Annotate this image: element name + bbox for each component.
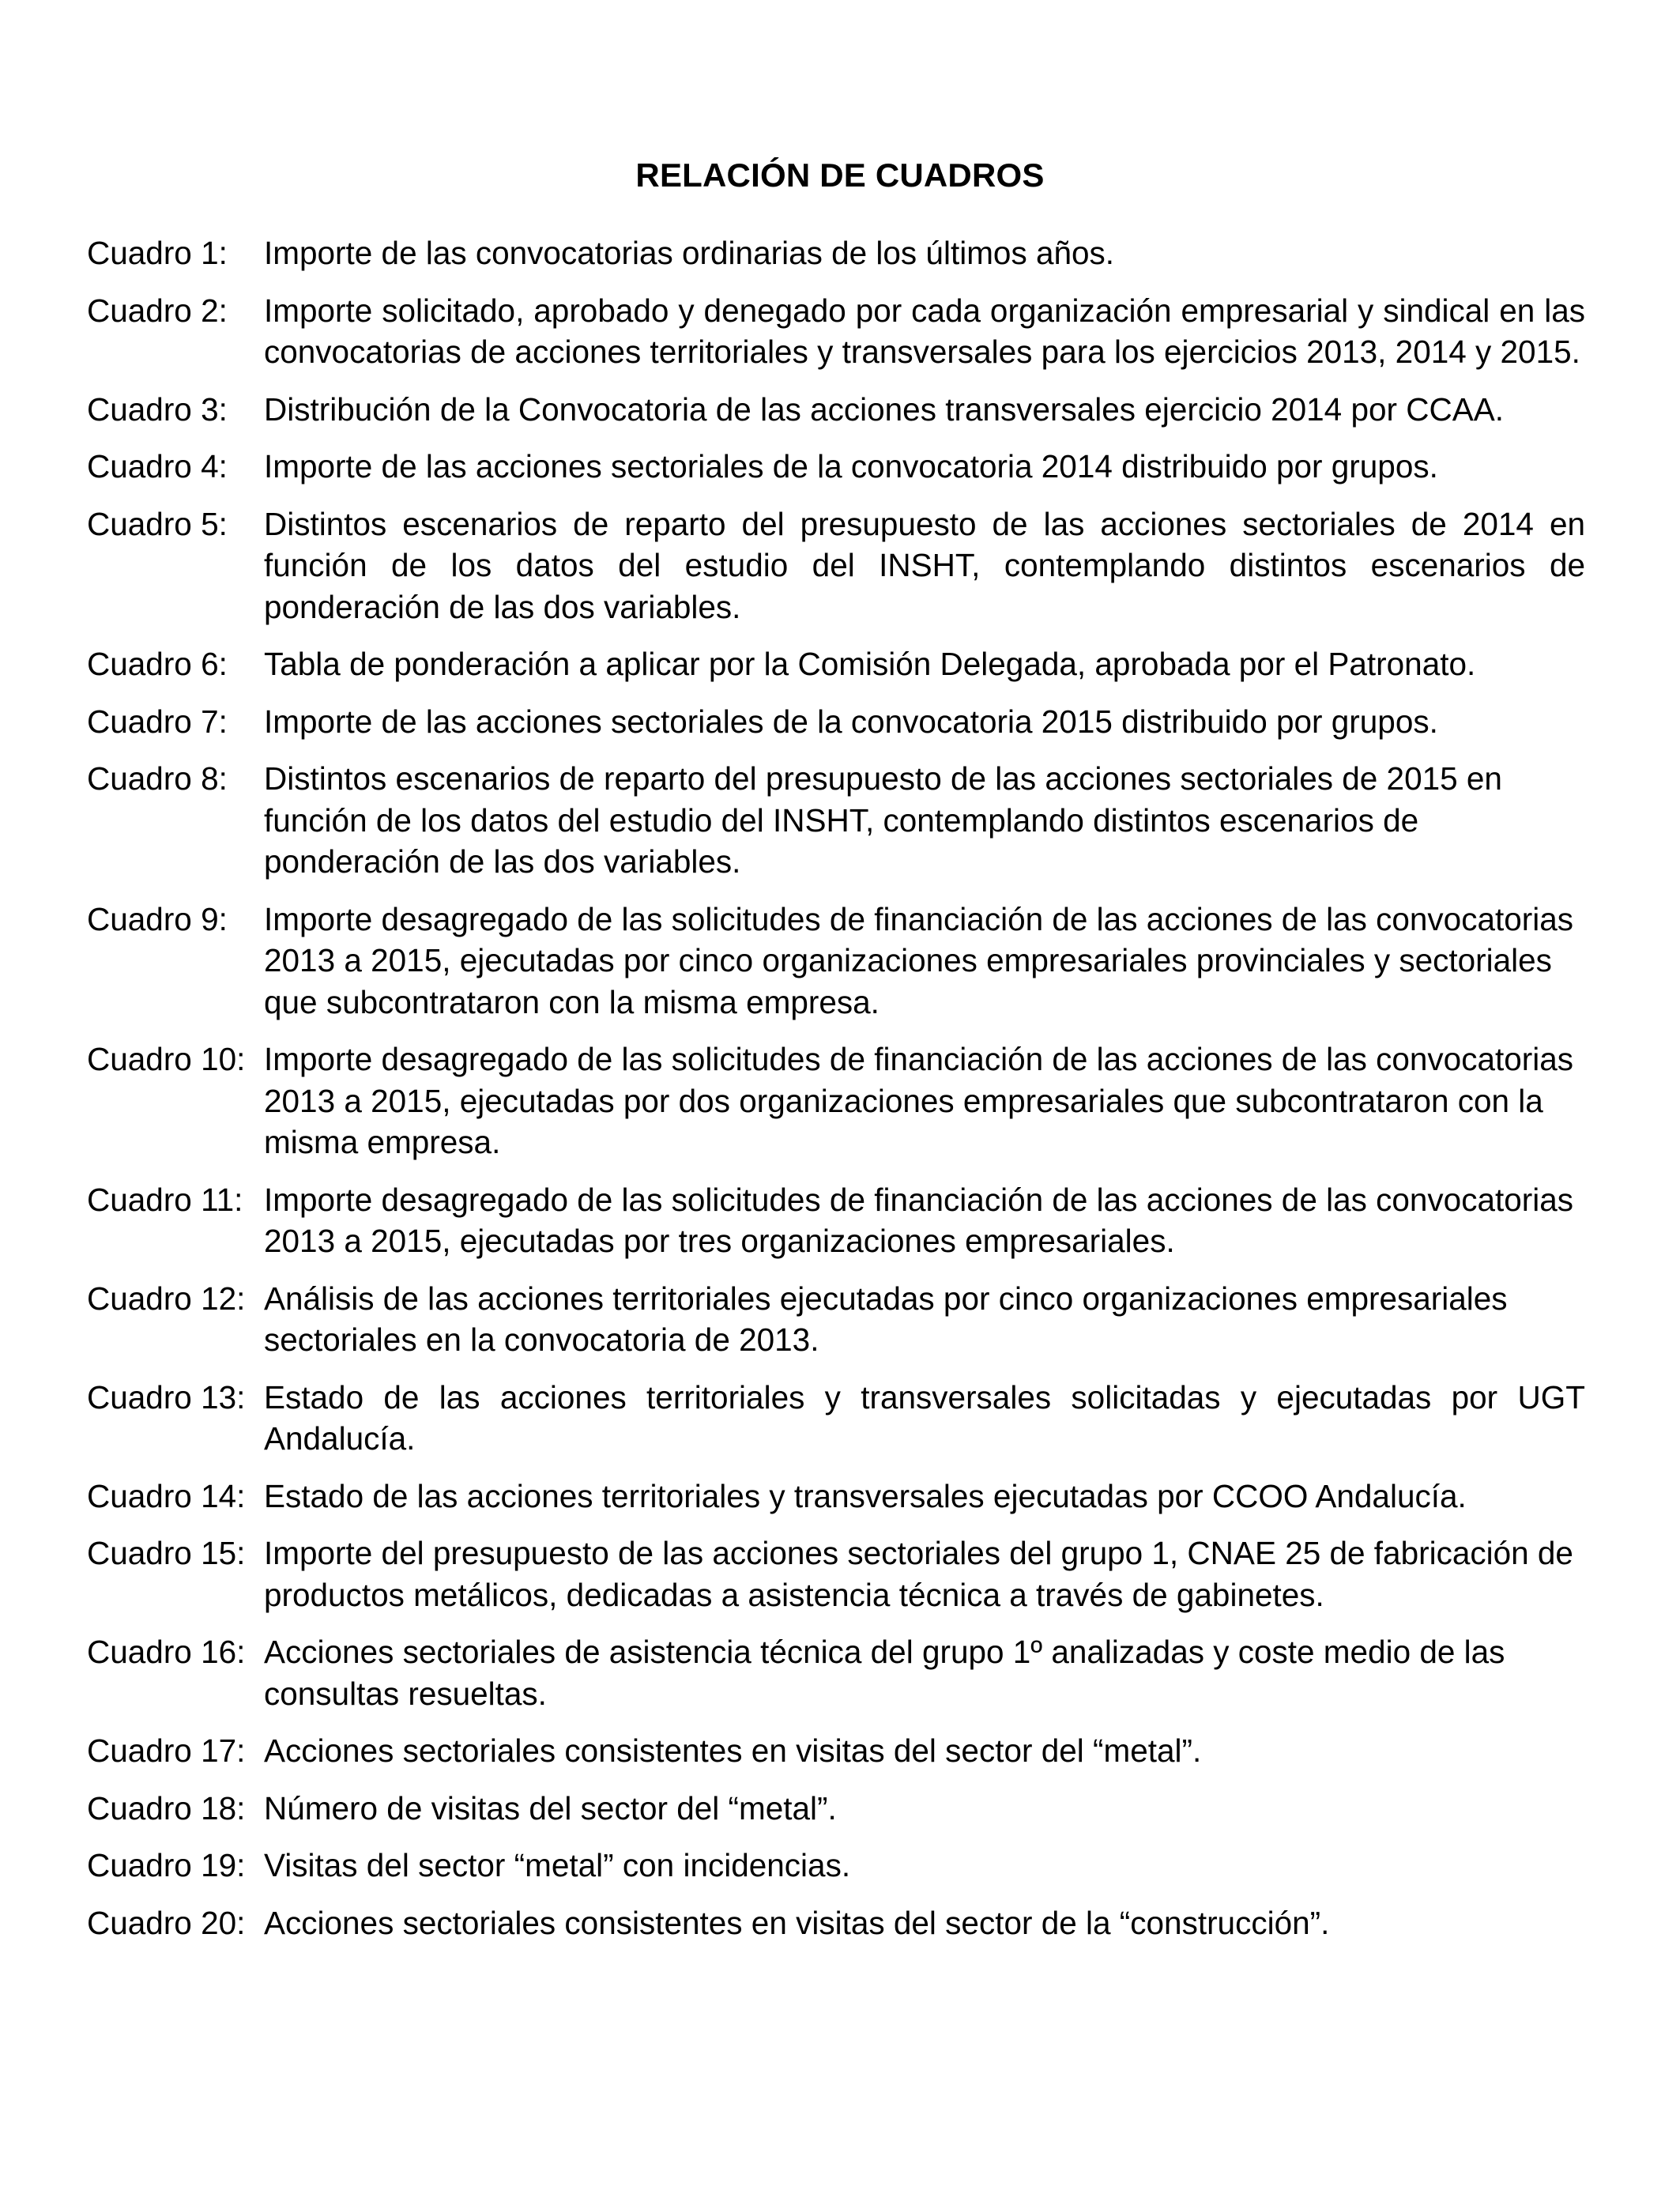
cuadro-description: Importe desagregado de las solicitudes de financiación de las acciones de las convocatorias 2013 a 2015, ejecutadas por cinco organizaciones empresariales provinciales y sectoriales que subcontrataron con la misma empresa. <box>264 900 1573 1020</box>
list-item-cuadro-14 <box>87 1476 1585 1517</box>
cuadro-description: Importe desagregado de las solicitudes de financiación de las acciones de las convocatorias 2013 a 2015, ejecutadas por tres organizaciones empresariales. <box>264 1181 1573 1259</box>
cuadro-label: Cuadro 19: <box>87 1847 246 1883</box>
page-title: RELACIÓN DE CUADROS <box>635 156 1045 194</box>
cuadro-label: Cuadro 16: <box>87 1634 246 1670</box>
cuadro-description: Acciones sectoriales consistentes en visitas del sector de la “construcción”. <box>264 1904 1330 1941</box>
cuadro-description: Visitas del sector “metal” con incidencias. <box>264 1847 851 1883</box>
list-item-cuadro-3 <box>87 389 1585 431</box>
list-item-cuadro-11 <box>87 1179 1585 1262</box>
cuadro-label: Cuadro 18: <box>87 1789 246 1826</box>
cuadro-label: Cuadro 17: <box>87 1732 246 1769</box>
list-item-cuadro-17 <box>87 1730 1585 1772</box>
cuadro-description: Importe del presupuesto de las acciones sectoriales del grupo 1, CNAE 25 de fabricación de productos metálicos, dedicadas a asistencia técnica a través de gabinetes. <box>264 1535 1573 1613</box>
list-item-cuadro-1 <box>87 232 1585 274</box>
cuadro-description: Distintos escenarios de reparto del presupuesto de las acciones sectoriales de 2014 en función de los datos del estudio del INSHT, contemplando distintos escenarios de ponderación de las dos variables. <box>264 505 1585 625</box>
cuadro-label: Cuadro 8: <box>87 760 228 797</box>
cuadro-label: Cuadro 1: <box>87 235 228 271</box>
table-list <box>87 232 1585 1959</box>
cuadro-label: Cuadro 3: <box>87 390 228 428</box>
cuadro-description: Número de visitas del sector del “metal”. <box>264 1789 837 1826</box>
list-item-cuadro-7 <box>87 701 1585 743</box>
cuadro-label: Cuadro 4: <box>87 448 228 484</box>
cuadro-label: Cuadro 11: <box>87 1181 243 1218</box>
cuadro-description: Análisis de las acciones territoriales ejecutadas por cinco organizaciones empresariales sectoriales en la convocatoria de 2013. <box>264 1280 1508 1358</box>
list-item-cuadro-10 <box>87 1039 1585 1163</box>
list-item-cuadro-2 <box>87 290 1585 373</box>
cuadro-description: Importe de las acciones sectoriales de la convocatoria 2014 distribuido por grupos. <box>264 448 1438 484</box>
cuadro-description: Acciones sectoriales consistentes en visitas del sector del “metal”. <box>264 1732 1202 1769</box>
cuadro-label: Cuadro 20: <box>87 1904 246 1941</box>
cuadro-label: Cuadro 9: <box>87 900 228 937</box>
list-item-cuadro-20 <box>87 1902 1585 1944</box>
cuadro-description: Estado de las acciones territoriales y transversales solicitadas y ejecutadas por UGT Andalucía. <box>264 1378 1585 1457</box>
list-item-cuadro-9 <box>87 899 1585 1023</box>
cuadro-label: Cuadro 15: <box>87 1535 246 1571</box>
cuadro-description: Tabla de ponderación a aplicar por la Comisión Delegada, aprobada por el Patronato. <box>264 646 1476 682</box>
cuadro-label: Cuadro 12: <box>87 1280 246 1317</box>
list-item-cuadro-8 <box>87 758 1585 883</box>
cuadro-description: Acciones sectoriales de asistencia técnica del grupo 1º analizadas y coste medio de las consultas resueltas. <box>264 1634 1505 1712</box>
cuadro-description: Distribución de la Convocatoria de las acciones transversales ejercicio 2014 por CCAA. <box>264 390 1505 428</box>
cuadro-label: Cuadro 6: <box>87 646 228 682</box>
cuadro-label: Cuadro 14: <box>87 1477 246 1514</box>
cuadro-description: Importe de las convocatorias ordinarias de los últimos años. <box>264 235 1115 271</box>
cuadro-label: Cuadro 7: <box>87 703 228 740</box>
cuadro-description: Distintos escenarios de reparto del presupuesto de las acciones sectoriales de 2015 en función de los datos del estudio del INSHT, contemplando distintos escenarios de ponderación de las dos variables. <box>264 760 1502 880</box>
list-item-cuadro-18 <box>87 1788 1585 1830</box>
list-item-cuadro-6 <box>87 643 1585 685</box>
cuadro-label: Cuadro 5: <box>87 505 228 542</box>
cuadro-description: Importe desagregado de las solicitudes de financiación de las acciones de las convocatorias 2013 a 2015, ejecutadas por dos organizaciones empresariales que subcontrataron con la misma empresa. <box>264 1041 1573 1160</box>
list-item-cuadro-4 <box>87 446 1585 488</box>
list-item-cuadro-13 <box>87 1377 1585 1460</box>
list-item-cuadro-5 <box>87 503 1585 628</box>
cuadro-description: Importe de las acciones sectoriales de la convocatoria 2015 distribuido por grupos. <box>264 703 1438 740</box>
list-item-cuadro-19 <box>87 1845 1585 1887</box>
list-item-cuadro-16 <box>87 1631 1585 1714</box>
cuadro-label: Cuadro 10: <box>87 1041 246 1077</box>
list-item-cuadro-15 <box>87 1532 1585 1615</box>
list-item-cuadro-12 <box>87 1278 1585 1361</box>
cuadro-label: Cuadro 13: <box>87 1378 246 1416</box>
cuadro-label: Cuadro 2: <box>87 292 228 329</box>
cuadro-description: Estado de las acciones territoriales y transversales ejecutadas por CCOO Andalucía. <box>264 1477 1467 1514</box>
cuadro-description: Importe solicitado, aprobado y denegado por cada organización empresarial y sindical en las convocatorias de acciones territoriales y transversales para los ejercicios 2013, 2014 y 2015. <box>264 292 1585 370</box>
